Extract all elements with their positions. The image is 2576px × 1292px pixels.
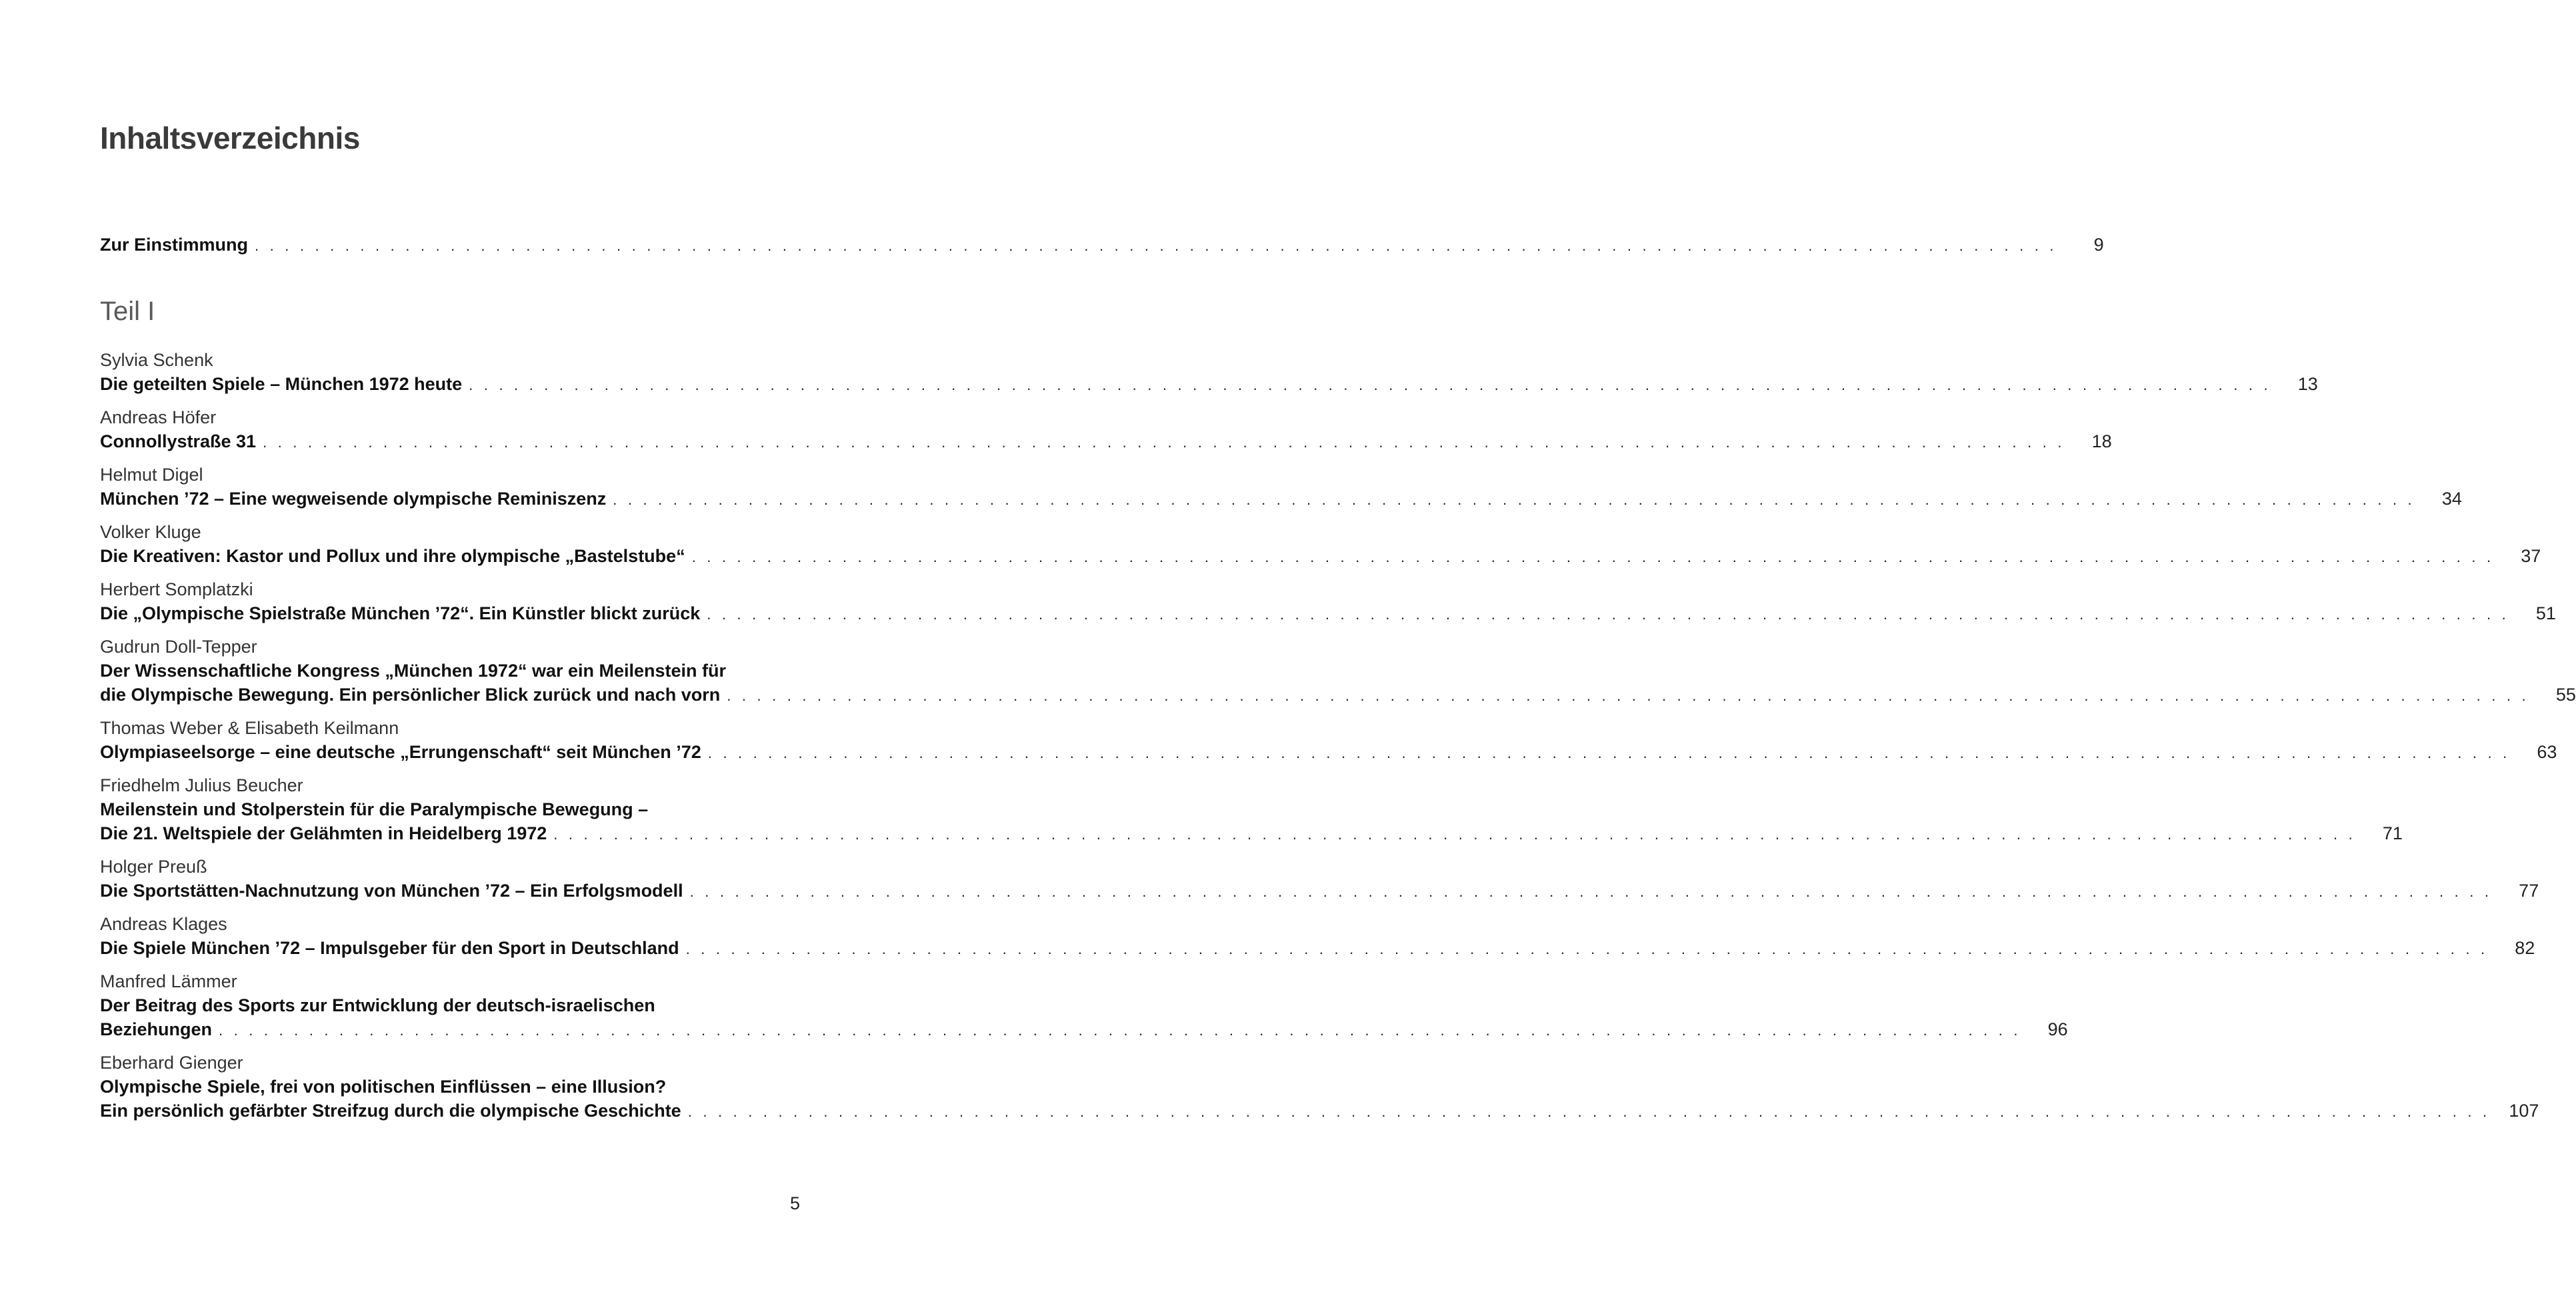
entry-page-number: 96	[2047, 1019, 2068, 1039]
entry-author: Holger Preuß	[100, 857, 207, 877]
part-heading: Teil I	[100, 297, 155, 326]
dot-leader: . . . . . . . . . . . . . . . . . . . . . . . . . . . . . . . . . . . . . . . . . . . . . . . . . . . . . . . . . . . . . . . . . . . . . . . . . . . . . . . . . . . . . . . . . . . . . . . . . . . . . . . . . . . . . . . . . . . . . . . .	[255, 237, 2057, 254]
entry-title-line: Der Wissenschaftliche Kongress „München 1972“ war ein Meilenstein für	[100, 661, 727, 681]
entry-title: die Olympische Bewegung. Ein persönlicher Blick zurück und nach vorn	[100, 685, 721, 705]
entry-author: Herbert Somplatzki	[100, 579, 253, 599]
toc-row	[100, 1099, 2539, 1123]
toc-entry	[100, 463, 2462, 511]
toc-row	[100, 1017, 2068, 1041]
entry-author: Helmut Digel	[100, 465, 203, 485]
entry-page-number: 55	[2555, 685, 2576, 705]
entry-title: Die geteilten Spiele – München 1972 heute	[100, 374, 463, 394]
toc-row	[100, 544, 2541, 568]
dot-leader: . . . . . . . . . . . . . . . . . . . . . . . . . . . . . . . . . . . . . . . . . . . . . . . . . . . . . . . . . . . . . . . . . . . . . . . . . . . . . . . . . . . . . . . . . . . . . . . . . . . . . . . . . . . . . . . . . . . . . . . .	[263, 434, 2065, 451]
entry-author: Andreas Klages	[100, 914, 227, 934]
dot-leader: . . . . . . . . . . . . . . . . . . . . . . . . . . . . . . . . . . . . . . . . . . . . . . . . . . . . . . . . . . . . . . . . . . . . . . . . . . . . . . . . . . . . . . . . . . . . . . . . . . . . . . . . . . . . . . . . . . . . . . . .	[689, 883, 2493, 900]
toc-entry	[100, 716, 2557, 764]
dot-leader: . . . . . . . . . . . . . . . . . . . . . . . . . . . . . . . . . . . . . . . . . . . . . . . . . . . . . . . . . . . . . . . . . . . . . . . . . . . . . . . . . . . . . . . . . . . . . . . . . . . . . . . . . . . . . . . . . . . . . . . .	[707, 745, 2511, 761]
toc-row	[100, 429, 2112, 453]
dot-leader: . . . . . . . . . . . . . . . . . . . . . . . . . . . . . . . . . . . . . . . . . . . . . . . . . . . . . . . . . . . . . . . . . . . . . . . . . . . . . . . . . . . . . . . . . . . . . . . . . . . . . . . . . . . . . . . . . . . . . . . .	[687, 1103, 2491, 1120]
entry-page-number: 71	[2382, 823, 2403, 843]
toc-entry	[100, 577, 2556, 625]
entry-author: Andreas Höfer	[100, 407, 217, 427]
entry-page-number: 63	[2537, 742, 2557, 762]
dot-leader: . . . . . . . . . . . . . . . . . . . . . . . . . . . . . . . . . . . . . . . . . . . . . . . . . . . . . . . . . . . . . . . . . . . . . . . . . . . . . . . . . . . . . . . . . . . . . . . . . . . . . . . . . . . . . . . . . . . . . . . .	[469, 377, 2271, 393]
dot-leader: . . . . . . . . . . . . . . . . . . . . . . . . . . . . . . . . . . . . . . . . . . . . . . . . . . . . . . . . . . . . . . . . . . . . . . . . . . . . . . . . . . . . . . . . . . . . . . . . . . . . . . . . . . . . . . . . . . . . . . . .	[553, 826, 2356, 843]
toc-entry	[100, 1051, 2539, 1123]
entry-title: Die 21. Weltspiele der Gelähmten in Heidelberg 1972	[100, 823, 547, 843]
toc-row	[100, 879, 2539, 903]
toc-row	[100, 683, 2576, 707]
toc-row	[100, 372, 2318, 396]
toc-entry	[100, 520, 2541, 568]
entry-title: Olympiaseelsorge – eine deutsche „Errungenschaft“ seit München ’72	[100, 742, 701, 762]
toc-entry	[100, 969, 2068, 1041]
toc-row	[100, 601, 2556, 625]
entry-page-number: 9	[2093, 235, 2104, 255]
toc-row-intro	[100, 233, 2104, 257]
toc-entry	[100, 405, 2112, 453]
entry-title-line: Der Beitrag des Sports zur Entwicklung der deutsch-israelischen	[100, 995, 655, 1015]
entry-author: Friedhelm Julius Beucher	[100, 775, 303, 795]
entry-title: München ’72 – Eine wegweisende olympische Reminiszenz	[100, 489, 607, 509]
entry-title: Beziehungen	[100, 1019, 213, 1039]
toc-entry	[100, 912, 2535, 960]
entry-author: Sylvia Schenk	[100, 350, 213, 370]
toc-entry	[100, 855, 2539, 903]
entry-title: Connollystraße 31	[100, 431, 257, 451]
page-title: Inhaltsverzeichnis	[100, 121, 360, 155]
entry-title: Die Kreativen: Kastor und Pollux und ihre olympische „Bastelstube“	[100, 546, 685, 566]
toc-row	[100, 821, 2403, 845]
entry-author: Eberhard Gienger	[100, 1053, 243, 1073]
toc-row	[100, 936, 2535, 960]
entry-title: Ein persönlich gefärbter Streifzug durch die olympische Geschichte	[100, 1101, 681, 1121]
entry-author: Gudrun Doll-Tepper	[100, 637, 257, 657]
toc-entry	[100, 348, 2318, 396]
dot-leader: . . . . . . . . . . . . . . . . . . . . . . . . . . . . . . . . . . . . . . . . . . . . . . . . . . . . . . . . . . . . . . . . . . . . . . . . . . . . . . . . . . . . . . . . . . . . . . . . . . . . . . . . . . . . . . . . . . . . . . . .	[219, 1022, 2021, 1039]
entry-title: Die Sportstätten-Nachnutzung von München ’72 – Ein Erfolgsmodell	[100, 881, 683, 901]
entry-page-number: 13	[2297, 374, 2318, 394]
entry-title-line: Olympische Spiele, frei von politischen Einflüssen – eine Illusion?	[100, 1077, 667, 1097]
toc-entry	[100, 635, 2576, 707]
dot-leader: . . . . . . . . . . . . . . . . . . . . . . . . . . . . . . . . . . . . . . . . . . . . . . . . . . . . . . . . . . . . . . . . . . . . . . . . . . . . . . . . . . . . . . . . . . . . . . . . . . . . . . . . . . . . . . . . . . . . . . . .	[707, 606, 2509, 623]
entry-title: Die „Olympische Spielstraße München ’72“. Ein Künstler blickt zurück	[100, 603, 701, 623]
toc-entries	[100, 348, 2576, 1123]
toc-intro	[100, 233, 2104, 257]
entry-title: Zur Einstimmung	[100, 235, 248, 255]
entry-author: Volker Kluge	[100, 522, 201, 542]
entry-page-number: 82	[2515, 938, 2535, 958]
toc-row	[100, 740, 2557, 764]
dot-leader: . . . . . . . . . . . . . . . . . . . . . . . . . . . . . . . . . . . . . . . . . . . . . . . . . . . . . . . . . . . . . . . . . . . . . . . . . . . . . . . . . . . . . . . . . . . . . . . . . . . . . . . . . . . . . . . . . . . . . . . .	[685, 941, 2489, 957]
toc-row	[100, 487, 2462, 511]
entry-title: Die Spiele München ’72 – Impulsgeber für den Sport in Deutschland	[100, 938, 679, 958]
toc-entry	[100, 773, 2403, 845]
entry-page-number: 18	[2091, 431, 2112, 451]
entry-page-number: 107	[2509, 1101, 2539, 1121]
page-number: 5	[789, 1193, 800, 1213]
dot-leader: . . . . . . . . . . . . . . . . . . . . . . . . . . . . . . . . . . . . . . . . . . . . . . . . . . . . . . . . . . . . . . . . . . . . . . . . . . . . . . . . . . . . . . . . . . . . . . . . . . . . . . . . . . . . . . . . . . . . . . . .	[727, 687, 2529, 704]
entry-page-number: 51	[2535, 603, 2556, 623]
entry-author: Thomas Weber & Elisabeth Keilmann	[100, 718, 399, 738]
entry-page-number: 34	[2441, 489, 2462, 509]
dot-leader: . . . . . . . . . . . . . . . . . . . . . . . . . . . . . . . . . . . . . . . . . . . . . . . . . . . . . . . . . . . . . . . . . . . . . . . . . . . . . . . . . . . . . . . . . . . . . . . . . . . . . . . . . . . . . . . . . . . . . . . .	[691, 549, 2495, 565]
entry-page-number: 37	[2521, 546, 2541, 566]
entry-title-line: Meilenstein und Stolperstein für die Paralympische Bewegung –	[100, 799, 649, 819]
entry-author: Manfred Lämmer	[100, 971, 237, 991]
entry-page-number: 77	[2519, 881, 2539, 901]
dot-leader: . . . . . . . . . . . . . . . . . . . . . . . . . . . . . . . . . . . . . . . . . . . . . . . . . . . . . . . . . . . . . . . . . . . . . . . . . . . . . . . . . . . . . . . . . . . . . . . . . . . . . . . . . . . . . . . . . . . . . . . .	[613, 491, 2415, 508]
